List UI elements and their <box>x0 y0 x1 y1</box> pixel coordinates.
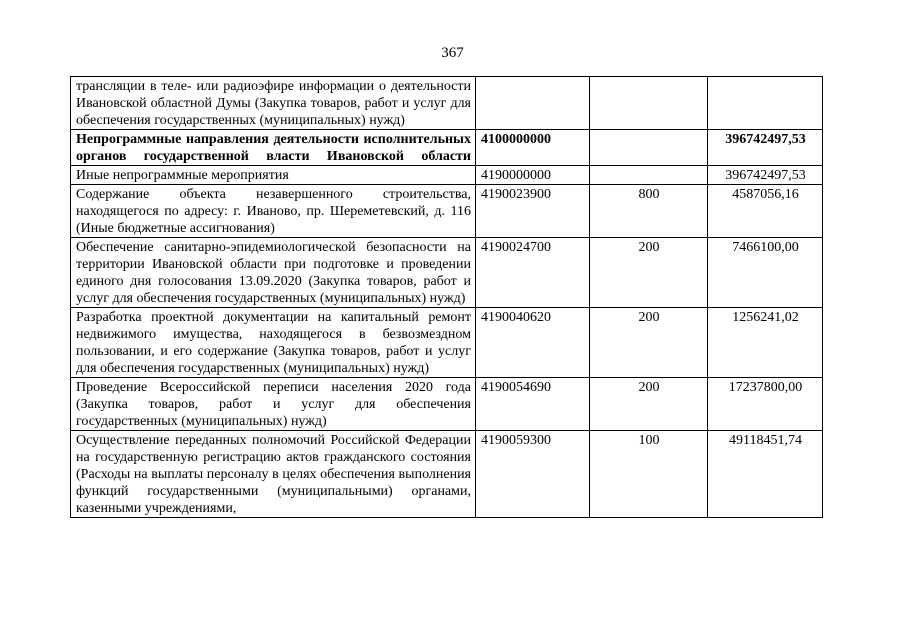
row-sum: 17237800,00 <box>708 378 823 431</box>
budget-table <box>70 76 823 518</box>
row-code: 4190023900 <box>476 185 590 238</box>
row-name: Непрограммные направления деятельности исполнительных органов государственной власти Ивановской области <box>71 130 476 166</box>
table-row <box>71 378 823 431</box>
row-name: Обеспечение санитарно-эпидемиологической безопасности на территории Ивановской области при подготовке и проведении единого дня голосования 13.09.2020 (Закупка товаров, работ и услуг для обеспечения государственных (муниципальных) нужд) <box>71 238 476 308</box>
row-name: Осуществление переданных полномочий Российской Федерации на государственную регистрацию актов гражданского состояния (Расходы на выплаты персоналу в целях обеспечения выполнения функций государственными (муниципальными) органами, казенными учреждениями, <box>71 431 476 518</box>
row-name: трансляции в теле- или радиоэфире информации о деятельности Ивановской областной Думы (Закупка товаров, работ и услуг для обеспечения государственных (муниципальных) нужд) <box>71 77 476 130</box>
table-row <box>71 308 823 378</box>
row-name: Разработка проектной документации на капитальный ремонт недвижимого имущества, находящегося в безвозмездном пользовании, и его содержание (Закупка товаров, работ и услуг для обеспечения государственных (муниципальных) нужд) <box>71 308 476 378</box>
row-name: Проведение Всероссийской переписи населения 2020 года (Закупка товаров, работ и услуг для обеспечения государственных (муниципальных) нужд) <box>71 378 476 431</box>
row-name: Иные непрограммные мероприятия <box>71 166 476 185</box>
row-code <box>476 77 590 130</box>
row-expense-type: 200 <box>590 308 708 378</box>
row-sum <box>708 77 823 130</box>
row-sum: 396742497,53 <box>708 166 823 185</box>
table-row <box>71 185 823 238</box>
row-expense-type: 200 <box>590 238 708 308</box>
row-code: 4100000000 <box>476 130 590 166</box>
row-sum: 4587056,16 <box>708 185 823 238</box>
row-code: 4190024700 <box>476 238 590 308</box>
row-code: 4190059300 <box>476 431 590 518</box>
row-sum: 49118451,74 <box>708 431 823 518</box>
row-code: 4190054690 <box>476 378 590 431</box>
row-name: Содержание объекта незавершенного строительства, находящегося по адресу: г. Иваново, пр. Шереметевский, д. 116 (Иные бюджетные ассигнования) <box>71 185 476 238</box>
row-sum: 7466100,00 <box>708 238 823 308</box>
row-code: 4190000000 <box>476 166 590 185</box>
row-code: 4190040620 <box>476 308 590 378</box>
table-row <box>71 431 823 518</box>
table-row <box>71 166 823 185</box>
table-row <box>71 238 823 308</box>
row-expense-type: 100 <box>590 431 708 518</box>
row-expense-type: 200 <box>590 378 708 431</box>
row-expense-type <box>590 166 708 185</box>
table-row <box>71 77 823 130</box>
row-expense-type: 800 <box>590 185 708 238</box>
table-row <box>71 130 823 166</box>
row-expense-type <box>590 130 708 166</box>
page-number: 367 <box>441 45 464 61</box>
row-expense-type <box>590 77 708 130</box>
row-sum: 1256241,02 <box>708 308 823 378</box>
row-sum: 396742497,53 <box>708 130 823 166</box>
